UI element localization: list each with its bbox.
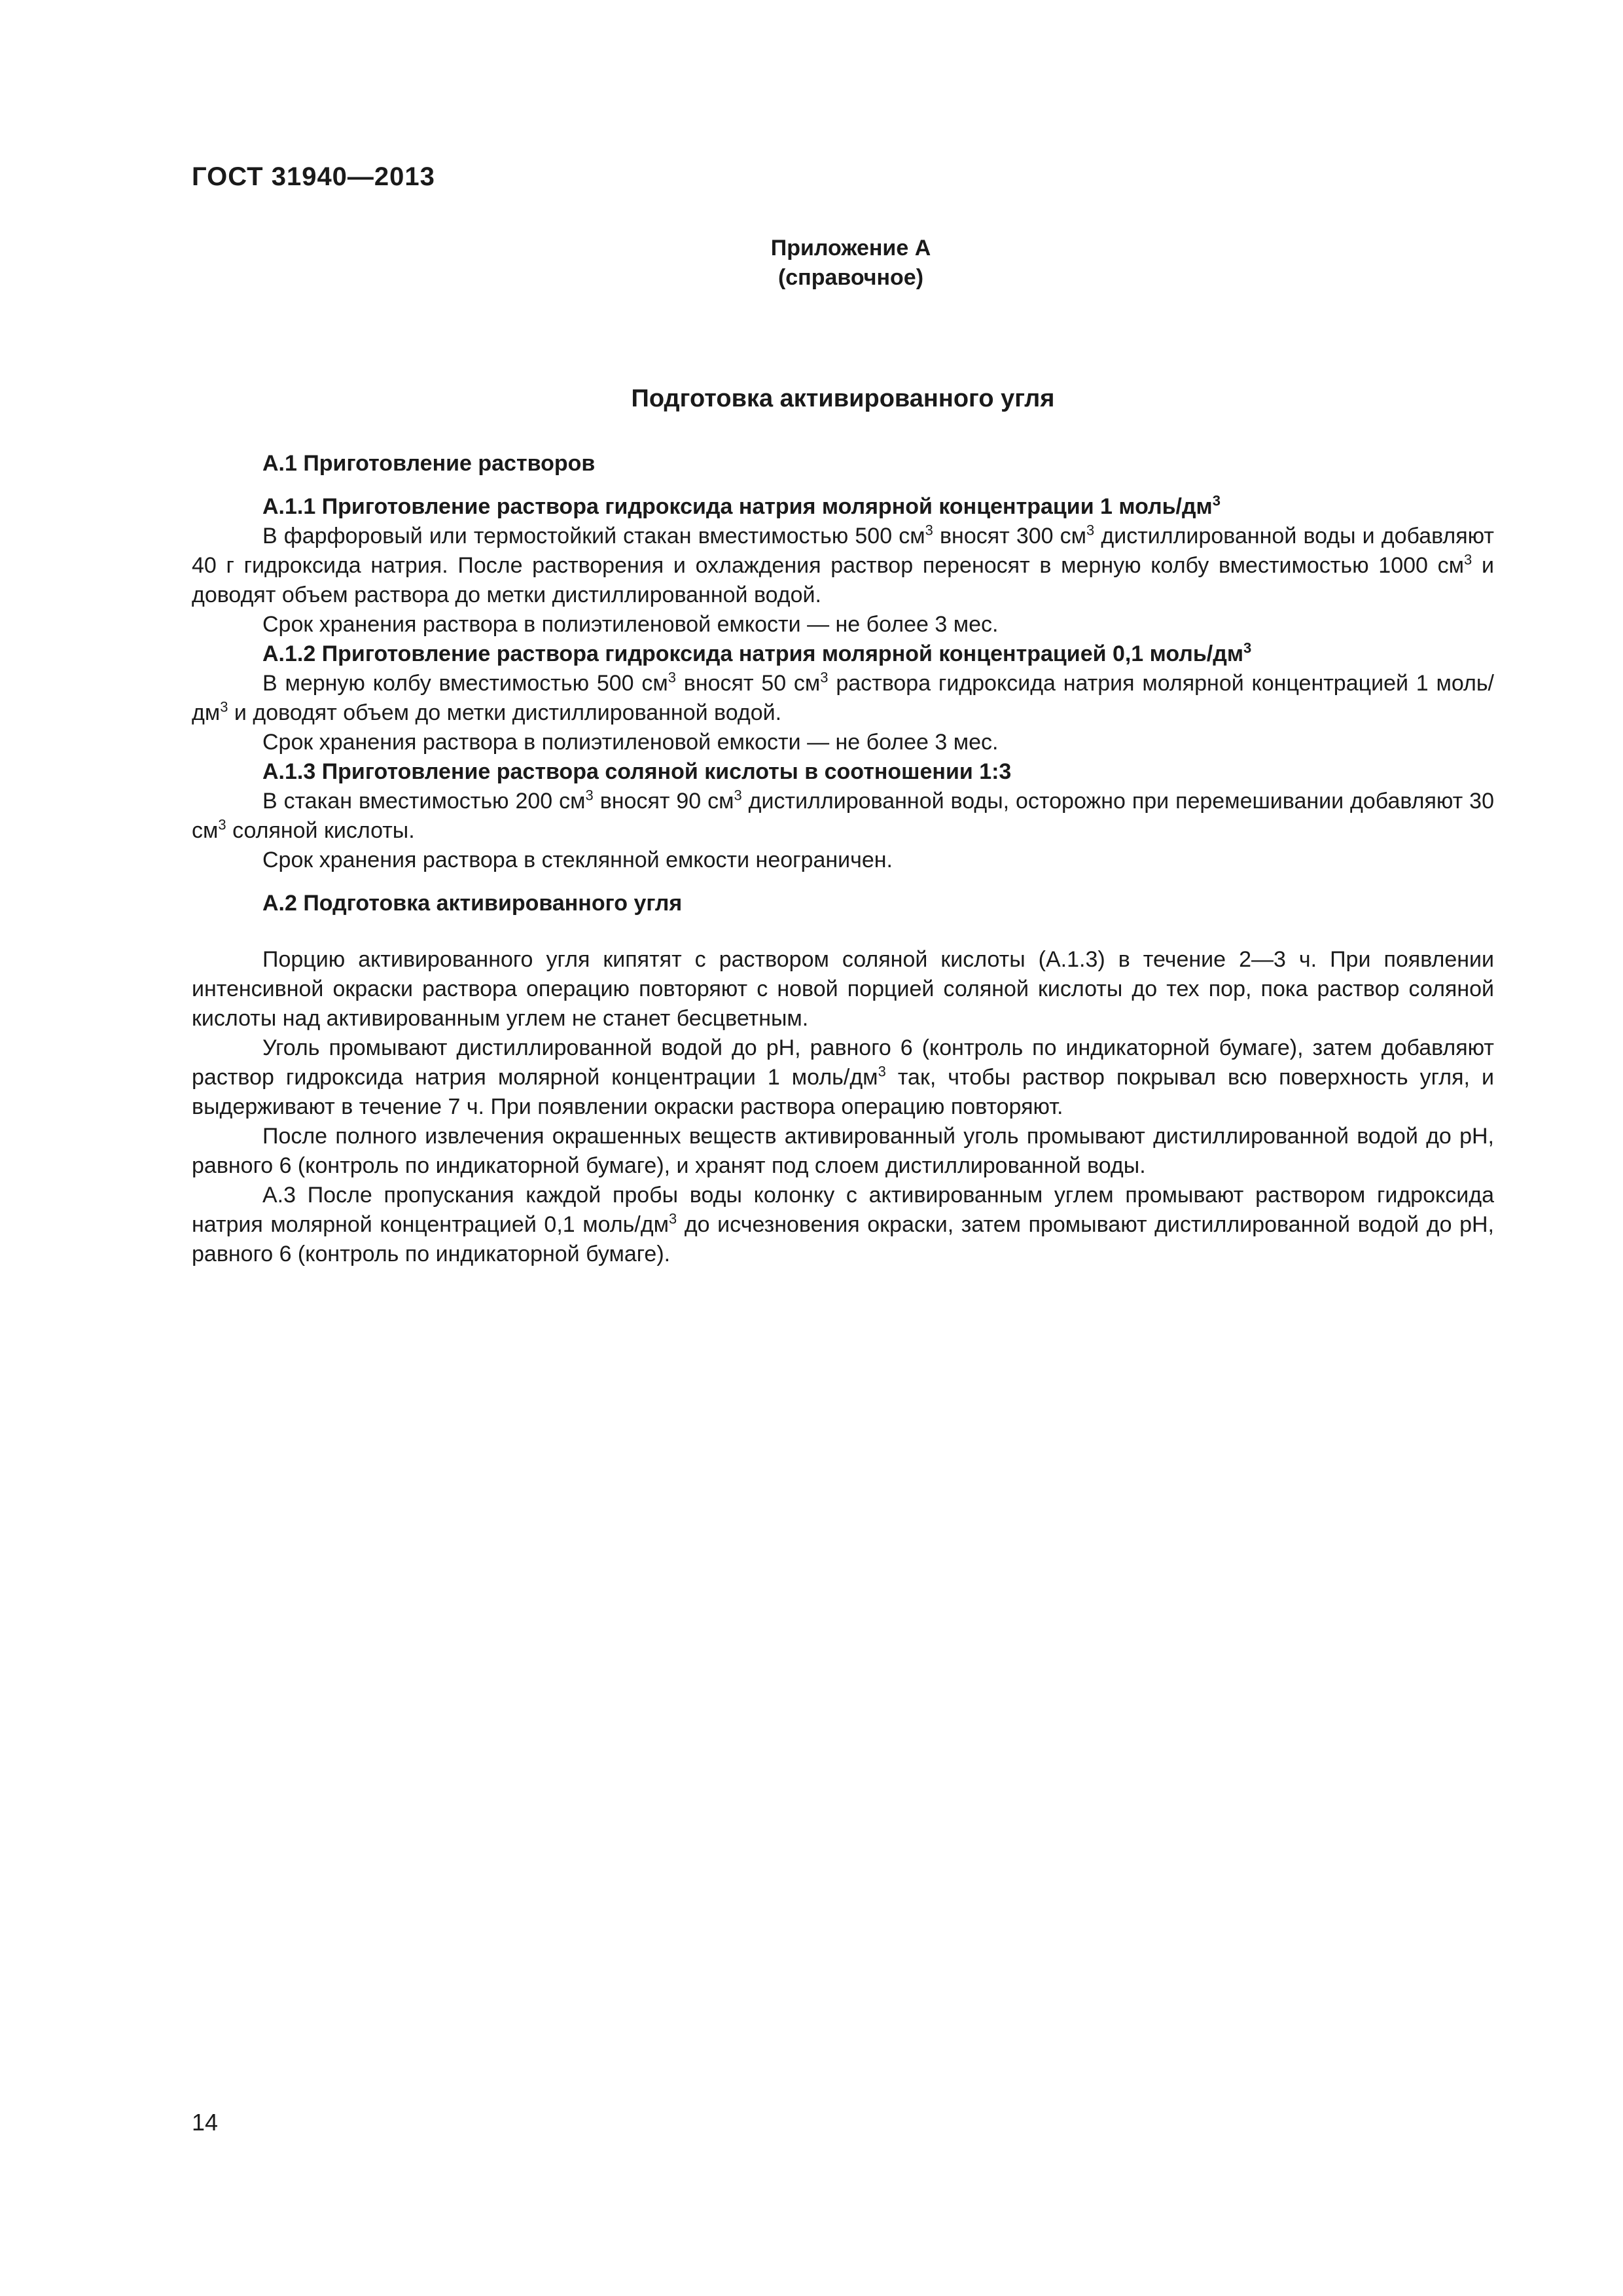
document-body xyxy=(192,449,1494,1269)
appendix-title: Приложение А xyxy=(770,236,931,260)
paragraph: В стакан вместимостью 200 $см^3$ вносят 90 $см^3$ дистиллированной воды, осторожно при перемешивании добавляют 30 $см^3$ соляной кислоты. xyxy=(192,787,1494,843)
paragraph: Порцию активированного угля кипятят с раствором соляной кислоты (А.1.3) в течение 2—3 ч. При появлении интенсивной окраски раствора операцию повторяют с новой порцией соляной кислоты до тех пор, пока раствор соляной кислоты над активированным углем не станет бесцветным. xyxy=(192,947,1494,1031)
section-a3-paragraph: А.3 После пропускания каждой пробы воды колонку с активированным углем промывают раствором гидроксида натрия молярной концентрацией 0,1 моль/$дм^3$ до исчезновения окраски, затем промывают дистиллированной водой до pH, равного 6 (контроль по индикаторной бумаге). xyxy=(192,1183,1494,1266)
paragraph: В фарфоровый или термостойкий стакан вместимостью 500 $см^3$ вносят 300 $см^3$ дистиллированной воды и добавляют 40 г гидроксида натрия. После растворения и охлаждения раствор переносят в мерную колбу вместимостью 1000 $см^3$ и доводят объем раствора до метки дистиллированной водой. xyxy=(192,522,1494,607)
section-a13-heading: А.1.3 Приготовление раствора соляной кислоты в соотношении 1:3 xyxy=(262,759,1012,784)
page-title: Подготовка активированного угля xyxy=(631,385,1055,412)
page-number: 14 xyxy=(192,2109,219,2136)
section-a12-heading: А.1.2 Приготовление раствора гидроксида натрия молярной концентрацией 0,1 моль/$дм^3$ xyxy=(262,639,1252,666)
paragraph: В мерную колбу вместимостью 500 $см^3$ вносят 50 $см^3$ раствора гидроксида натрия молярной концентрацией 1 моль/$дм^3$ и доводят объем до метки дистиллированной водой. xyxy=(192,669,1495,725)
paragraph: Срок хранения раствора в полиэтиленовой емкости — не более 3 мес. xyxy=(262,730,999,755)
document-header: ГОСТ 31940—2013 xyxy=(192,162,435,191)
paragraph: Уголь промывают дистиллированной водой до pH, равного 6 (контроль по индикаторной бумаге), затем добавляют раствор гидроксида натрия молярной концентрации 1 моль/$дм^3$ так, чтобы раствор покрывал всю поверхность угля, и выдерживают в течение 7 ч. При появлении окраски раствора операцию повторяют. xyxy=(192,1035,1494,1119)
paragraph: Срок хранения раствора в стеклянной емкости неограничен. xyxy=(262,848,893,872)
appendix-type: (справочное) xyxy=(777,265,924,290)
paragraph: Срок хранения раствора в полиэтиленовой емкости — не более 3 мес. xyxy=(262,612,999,637)
section-a2-heading: А.2 Подготовка активированного угля xyxy=(262,891,683,916)
section-a11-heading: А.1.1 Приготовление раствора гидроксида натрия молярной концентрации 1 моль/$дм^3$ xyxy=(262,492,1221,519)
paragraph: После полного извлечения окрашенных веществ активированный уголь промывают дистиллированной водой до pH, равного 6 (контроль по индикаторной бумаге), и хранят под слоем дистиллированной воды. xyxy=(192,1124,1494,1178)
section-a1-heading: А.1 Приготовление растворов xyxy=(262,451,596,476)
